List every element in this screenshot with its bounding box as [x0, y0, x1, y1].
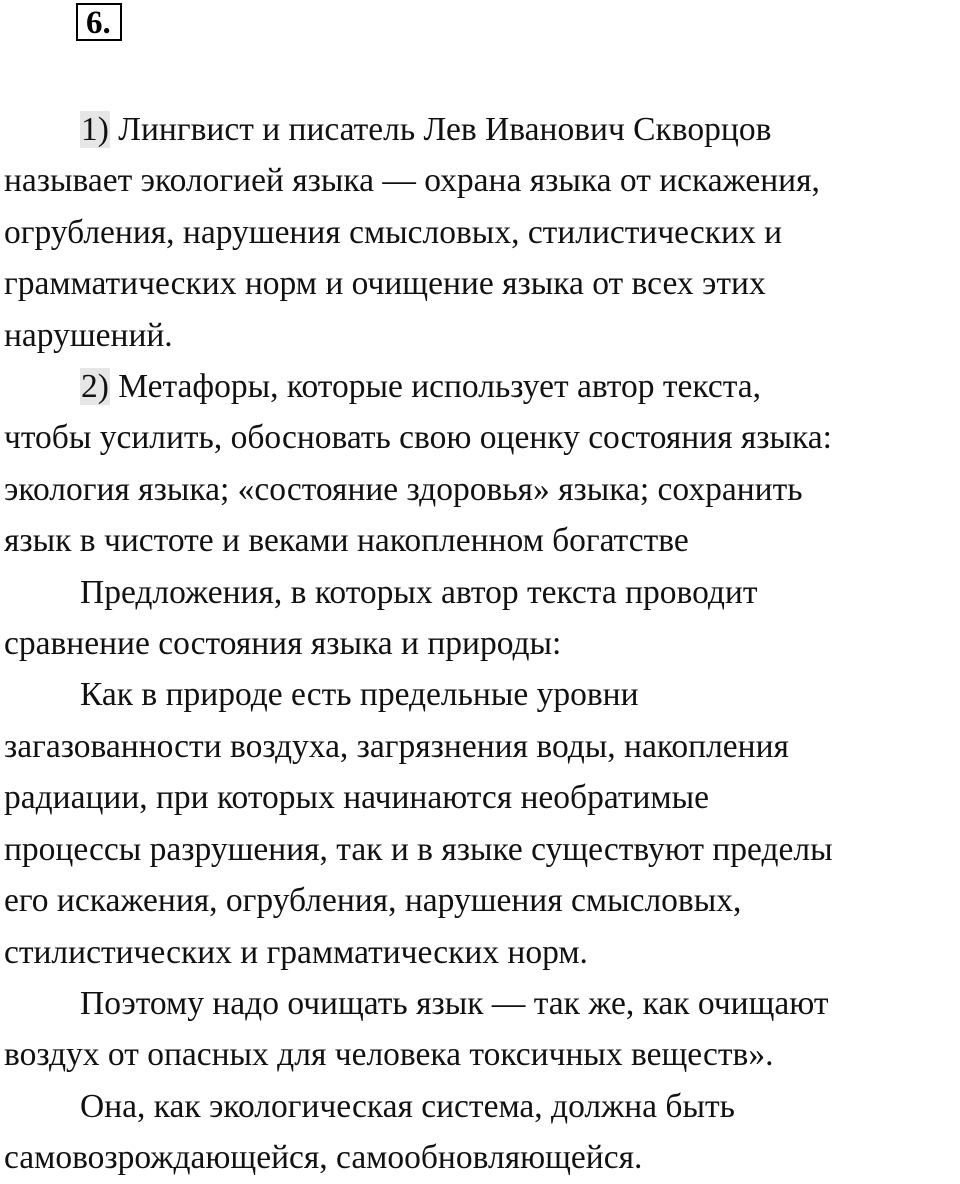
paragraph-6	[4, 1081, 960, 1184]
paragraph-3	[4, 567, 960, 670]
text-line: Она, как экологическая система, должна быть	[80, 1087, 735, 1125]
text-line: загазованности воздуха, загрязнения воды, накопления	[4, 727, 789, 765]
text-line: нарушений.	[4, 316, 173, 354]
text-line: Лингвист и писатель Лев Иванович Скворцов	[118, 111, 772, 148]
text-line: чтобы усилить, обосновать свою оценку состояния языка:	[4, 419, 832, 457]
text-line: экология языка; «состояние здоровья» языка; сохранить	[4, 470, 803, 508]
text-line: называет экологией языка — охрана языка от искажения,	[4, 162, 820, 200]
item-marker-2: 2)	[81, 368, 109, 406]
paragraph-4	[4, 669, 960, 977]
text-line: радиации, при которых начинаются необратимые	[4, 779, 709, 817]
text-line: сравнение состояния языка и природы:	[4, 625, 562, 663]
text-line: Как в природе есть предельные уровни	[80, 676, 639, 714]
item-marker-1: 1)	[81, 111, 109, 148]
text-line: Предложения, в которых автор текста проводит	[80, 573, 758, 611]
paragraph-1	[4, 104, 960, 361]
answer-text	[4, 104, 960, 1184]
text-line: процессы разрушения, так и в языке существуют пределы	[4, 830, 833, 868]
text-line: Метафоры, которые использует автор текста,	[118, 368, 761, 406]
text-line: самовозрождающейся, самообновляющейся.	[4, 1139, 643, 1177]
paragraph-5	[4, 978, 960, 1081]
text-line: воздух от опасных для человека токсичных веществ».	[4, 1036, 774, 1074]
text-line: Поэтому надо очищать язык — так же, как очищают	[80, 984, 829, 1022]
text-line: огрубления, нарушения смысловых, стилистических и	[4, 213, 783, 251]
text-line: его искажения, огрубления, нарушения смысловых,	[4, 882, 742, 920]
text-line: стилистических и грамматических норм.	[4, 933, 588, 971]
text-line: грамматических норм и очищение языка от всех этих	[4, 265, 766, 303]
text-line: язык в чистоте и веками накопленном богатстве	[4, 522, 689, 560]
task-number-box: 6.	[76, 3, 122, 41]
paragraph-2	[4, 361, 960, 567]
